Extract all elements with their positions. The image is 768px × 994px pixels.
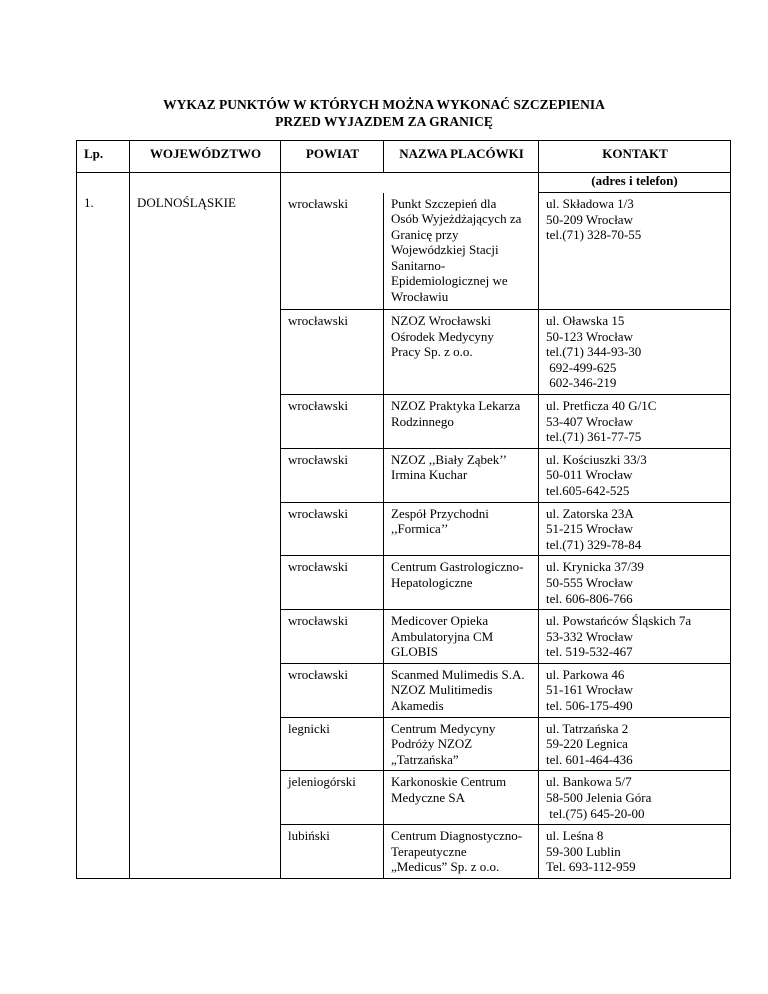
header-wojewodztwo: WOJEWÓDZTWO — [130, 141, 281, 173]
placowka-line: GLOBIS — [391, 644, 438, 660]
kontakt-line: tel.(71) 328-70-55 — [546, 227, 642, 243]
header-kontakt-sub: (adres i telefon) — [539, 173, 731, 193]
placowka-line: Terapeutyczne — [391, 843, 467, 859]
cell-powiat: wrocławski — [281, 310, 384, 395]
vaccination-points-table — [76, 140, 731, 879]
kontakt-line: 58-500 Jelenia Góra — [546, 790, 652, 806]
placowka-line: „Medicus” Sp. z o.o. — [391, 859, 500, 875]
placowka-line: Ośrodek Medycyny — [391, 328, 494, 344]
kontakt-line: 50-555 Wrocław — [546, 574, 633, 590]
header-row — [77, 141, 731, 173]
kontakt-line: ul. Leśna 8 — [546, 828, 604, 844]
kontakt-line: tel.(71) 344-93-30 — [546, 344, 642, 360]
kontakt-line: ul. Bankowa 5/7 — [546, 774, 632, 790]
cell-placowka — [384, 502, 539, 556]
cell-kontakt — [539, 825, 731, 879]
placowka-line: Medyczne SA — [391, 790, 466, 806]
cell-kontakt — [539, 556, 731, 610]
kontakt-line: Tel. 693-112-959 — [546, 859, 636, 875]
cell-powiat: wrocławski — [281, 663, 384, 717]
kontakt-line: 602-346-219 — [546, 375, 617, 391]
kontakt-line: ul. Tatrzańska 2 — [546, 720, 629, 736]
cell-kontakt — [539, 717, 731, 771]
cell-placowka — [384, 717, 539, 771]
placowka-line: Granicę przy — [391, 226, 459, 242]
kontakt-line: tel.(75) 645-20-00 — [546, 805, 645, 821]
placowka-line: Centrum Gastrologiczno- — [391, 559, 524, 575]
cell-kontakt — [539, 448, 731, 502]
cell-placowka — [384, 771, 539, 825]
placowka-line: Medicover Opieka — [391, 613, 489, 629]
placowka-line: Podróży NZOZ — [391, 736, 473, 752]
cell-kontakt — [539, 310, 731, 395]
cell-placowka — [384, 663, 539, 717]
kontakt-line: tel.(71) 329-78-84 — [546, 536, 642, 552]
subheader-blank — [281, 173, 539, 193]
placowka-line: NZOZ Mulitimedis — [391, 682, 493, 698]
kontakt-line: 51-161 Wrocław — [546, 682, 633, 698]
cell-placowka — [384, 610, 539, 664]
placowka-line: Punkt Szczepień dla — [391, 195, 497, 211]
kontakt-line: 50-011 Wrocław — [546, 467, 633, 483]
cell-kontakt — [539, 502, 731, 556]
cell-placowka — [384, 193, 539, 310]
cell-kontakt — [539, 771, 731, 825]
group-lp: 1. — [77, 173, 130, 879]
cell-powiat: wrocławski — [281, 193, 384, 310]
kontakt-line: tel.(71) 361-77-75 — [546, 429, 642, 445]
kontakt-line: ul. Oławska 15 — [546, 313, 625, 328]
placowka-line: Akamedis — [391, 698, 444, 714]
group-wojewodztwo: DOLNOŚLĄSKIE — [130, 173, 281, 879]
placowka-line: Zespół Przychodni — [391, 505, 489, 521]
placowka-line: Scanmed Mulimedis S.A. — [391, 666, 525, 682]
cell-placowka — [384, 448, 539, 502]
cell-powiat: jeleniogórski — [281, 771, 384, 825]
placowka-line: Pracy Sp. z o.o. — [391, 344, 473, 360]
header-powiat: POWIAT — [281, 141, 384, 173]
cell-powiat: lubiński — [281, 825, 384, 879]
header-placowka: NAZWA PLACÓWKI — [384, 141, 539, 173]
kontakt-line: 692-499-625 — [546, 359, 617, 375]
placowka-line: Ambulatoryjna CM — [391, 628, 494, 644]
cell-kontakt — [539, 193, 731, 310]
cell-powiat: wrocławski — [281, 556, 384, 610]
header-lp: Lp. — [77, 141, 130, 173]
kontakt-line: 59-300 Lublin — [546, 843, 621, 859]
cell-placowka — [384, 310, 539, 395]
cell-powiat: wrocławski — [281, 502, 384, 556]
kontakt-line: ul. Składowa 1/3 — [546, 196, 634, 211]
placowka-line: Epidemiologicznej we — [391, 273, 508, 289]
placowka-line: Osób Wyjeżdżających za — [391, 211, 522, 227]
cell-placowka — [384, 825, 539, 879]
header-subrow — [77, 173, 731, 193]
placowka-line: Wrocławiu — [391, 289, 449, 305]
title-line-2: PRZED WYJAZDEM ZA GRANICĘ — [275, 114, 493, 129]
cell-kontakt — [539, 663, 731, 717]
kontakt-line: 53-407 Wrocław — [546, 413, 633, 429]
cell-placowka — [384, 556, 539, 610]
cell-powiat: wrocławski — [281, 610, 384, 664]
cell-kontakt — [539, 610, 731, 664]
placowka-line: Centrum Diagnostyczno- — [391, 828, 523, 844]
kontakt-line: 53-332 Wrocław — [546, 628, 633, 644]
placowka-line: NZOZ ,,Biały Ząbek’’ — [391, 451, 507, 467]
kontakt-line: 51-215 Wrocław — [546, 521, 633, 537]
kontakt-line: ul. Zatorska 23A — [546, 505, 634, 521]
kontakt-line: 50-123 Wrocław — [546, 328, 633, 344]
placowka-line: Hepatologiczne — [391, 574, 473, 590]
header-kontakt: KONTAKT — [539, 141, 731, 173]
kontakt-line: tel. 506-175-490 — [546, 698, 633, 714]
cell-kontakt — [539, 394, 731, 448]
placowka-line: Irmina Kuchar — [391, 467, 468, 483]
kontakt-line: 59-220 Legnica — [546, 736, 628, 752]
kontakt-line: ul. Krynicka 37/39 — [546, 559, 644, 575]
cell-powiat: legnicki — [281, 717, 384, 771]
kontakt-line: ul. Parkowa 46 — [546, 666, 625, 682]
kontakt-line: tel. 601-464-436 — [546, 751, 633, 767]
cell-placowka — [384, 394, 539, 448]
placowka-line: Rodzinnego — [391, 413, 454, 429]
placowka-line: Wojewódzkiej Stacji — [391, 242, 499, 258]
document-title — [0, 96, 768, 130]
cell-powiat: wrocławski — [281, 394, 384, 448]
kontakt-line: tel. 606-806-766 — [546, 590, 633, 606]
cell-powiat: wrocławski — [281, 448, 384, 502]
placowka-line: Karkonoskie Centrum — [391, 774, 507, 790]
title-line-1: WYKAZ PUNKTÓW W KTÓRYCH MOŻNA WYKONAĆ SZCZEPIENIA — [163, 97, 605, 112]
kontakt-line: tel. 519-532-467 — [546, 644, 633, 660]
placowka-line: NZOZ Wrocławski — [391, 313, 491, 328]
placowka-line: Sanitarno- — [391, 257, 446, 273]
table-body — [77, 173, 731, 879]
placowka-line: NZOZ Praktyka Lekarza — [391, 397, 521, 413]
kontakt-line: ul. Powstańców Śląskich 7a — [546, 613, 692, 629]
placowka-line: ,,Formica’’ — [391, 521, 449, 537]
kontakt-line: ul. Kościuszki 33/3 — [546, 451, 647, 467]
kontakt-line: ul. Pretficza 40 G/1C — [546, 397, 657, 413]
placowka-line: „Tatrzańska” — [391, 751, 459, 767]
kontakt-line: 50-209 Wrocław — [546, 211, 633, 227]
placowka-line: Centrum Medycyny — [391, 720, 496, 736]
kontakt-line: tel.605-642-525 — [546, 482, 630, 498]
